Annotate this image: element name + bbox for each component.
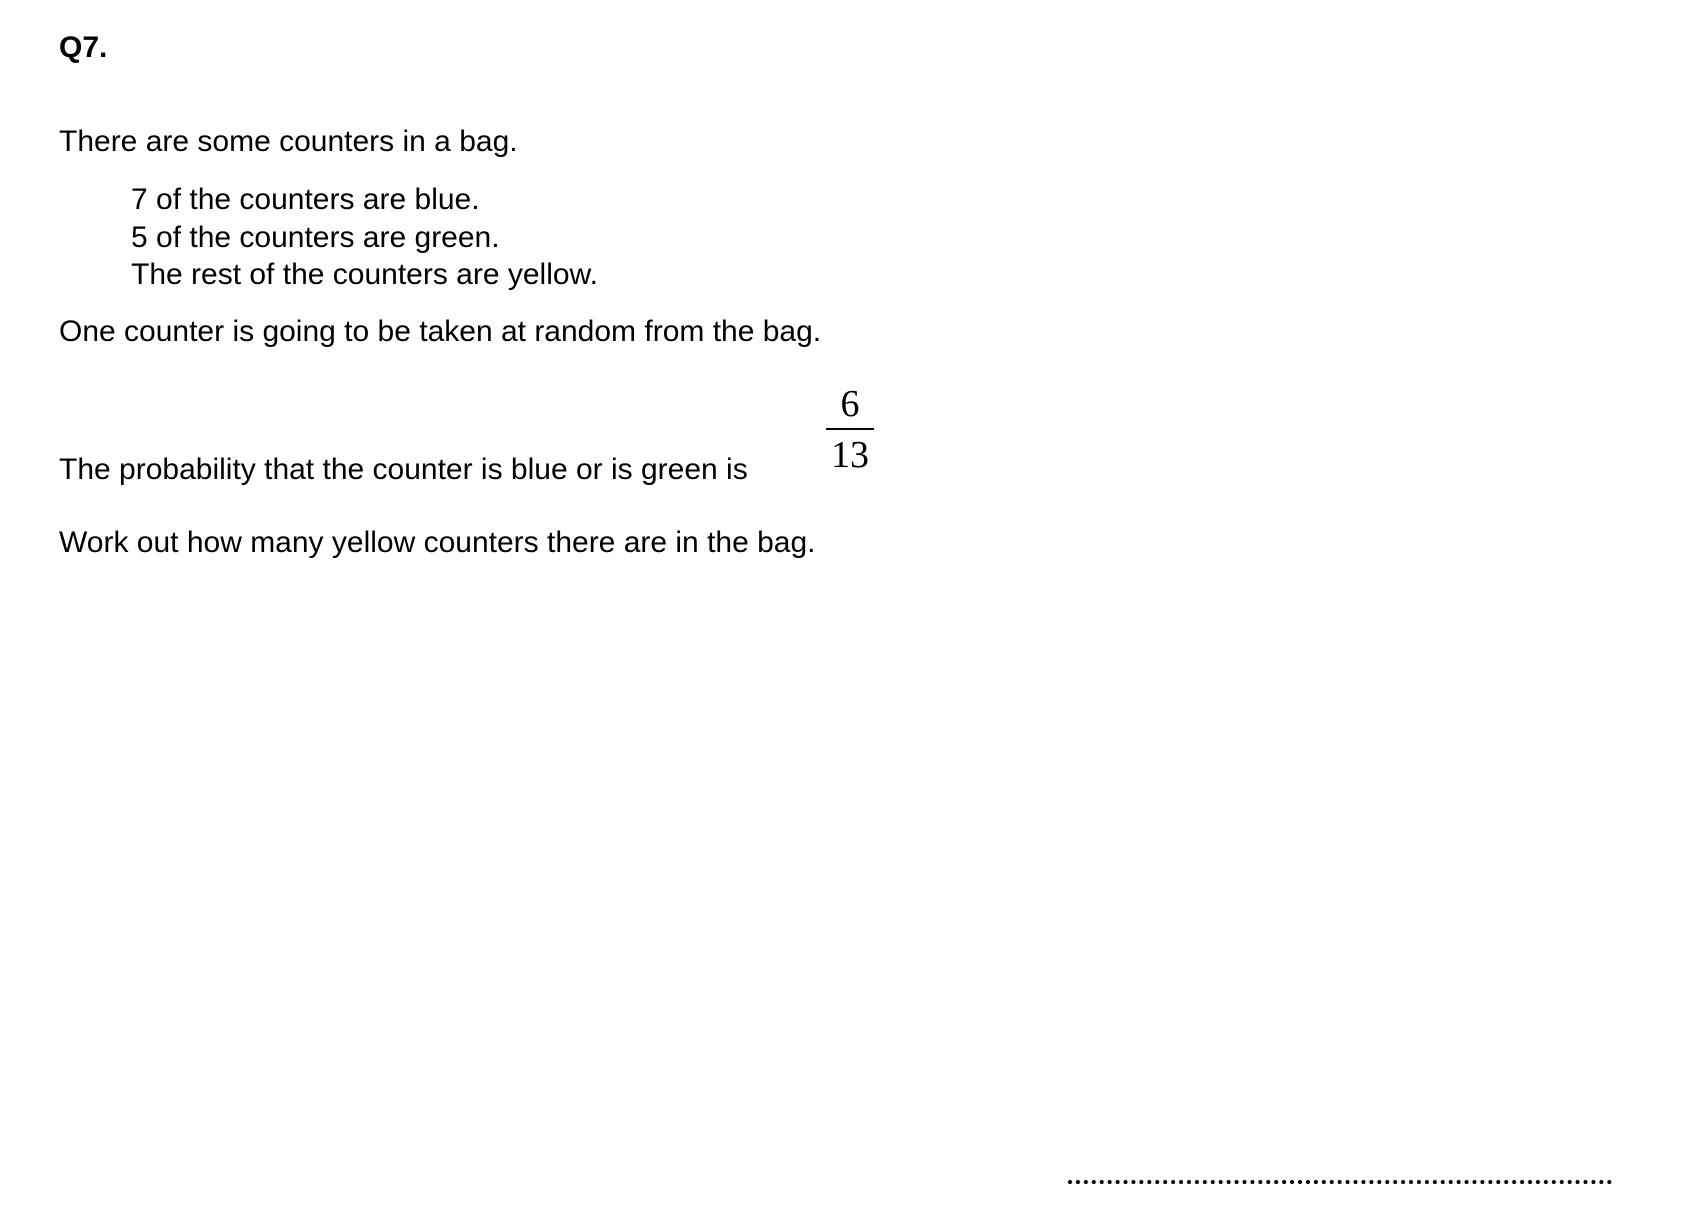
fact-yellow: The rest of the counters are yellow.: [131, 258, 598, 291]
probability-statement: The probability that the counter is blue or is green is: [59, 453, 748, 486]
question-number: Q7.: [59, 31, 108, 64]
fraction-numerator: 6: [840, 383, 860, 425]
fact-green: 5 of the counters are green.: [131, 220, 500, 254]
answer-line[interactable]: [1068, 1180, 1612, 1184]
task-instruction: Work out how many yellow counters there are in the bag.: [59, 526, 816, 559]
fraction-denominator: 13: [831, 434, 869, 476]
probability-fraction: [826, 384, 874, 475]
random-draw-statement: One counter is going to be taken at random from the bag.: [59, 315, 822, 348]
question-intro: There are some counters in a bag.: [59, 125, 518, 158]
fact-blue: 7 of the counters are blue.: [131, 183, 480, 216]
counter-facts-list: [131, 181, 598, 294]
fraction-bar: [826, 428, 874, 430]
